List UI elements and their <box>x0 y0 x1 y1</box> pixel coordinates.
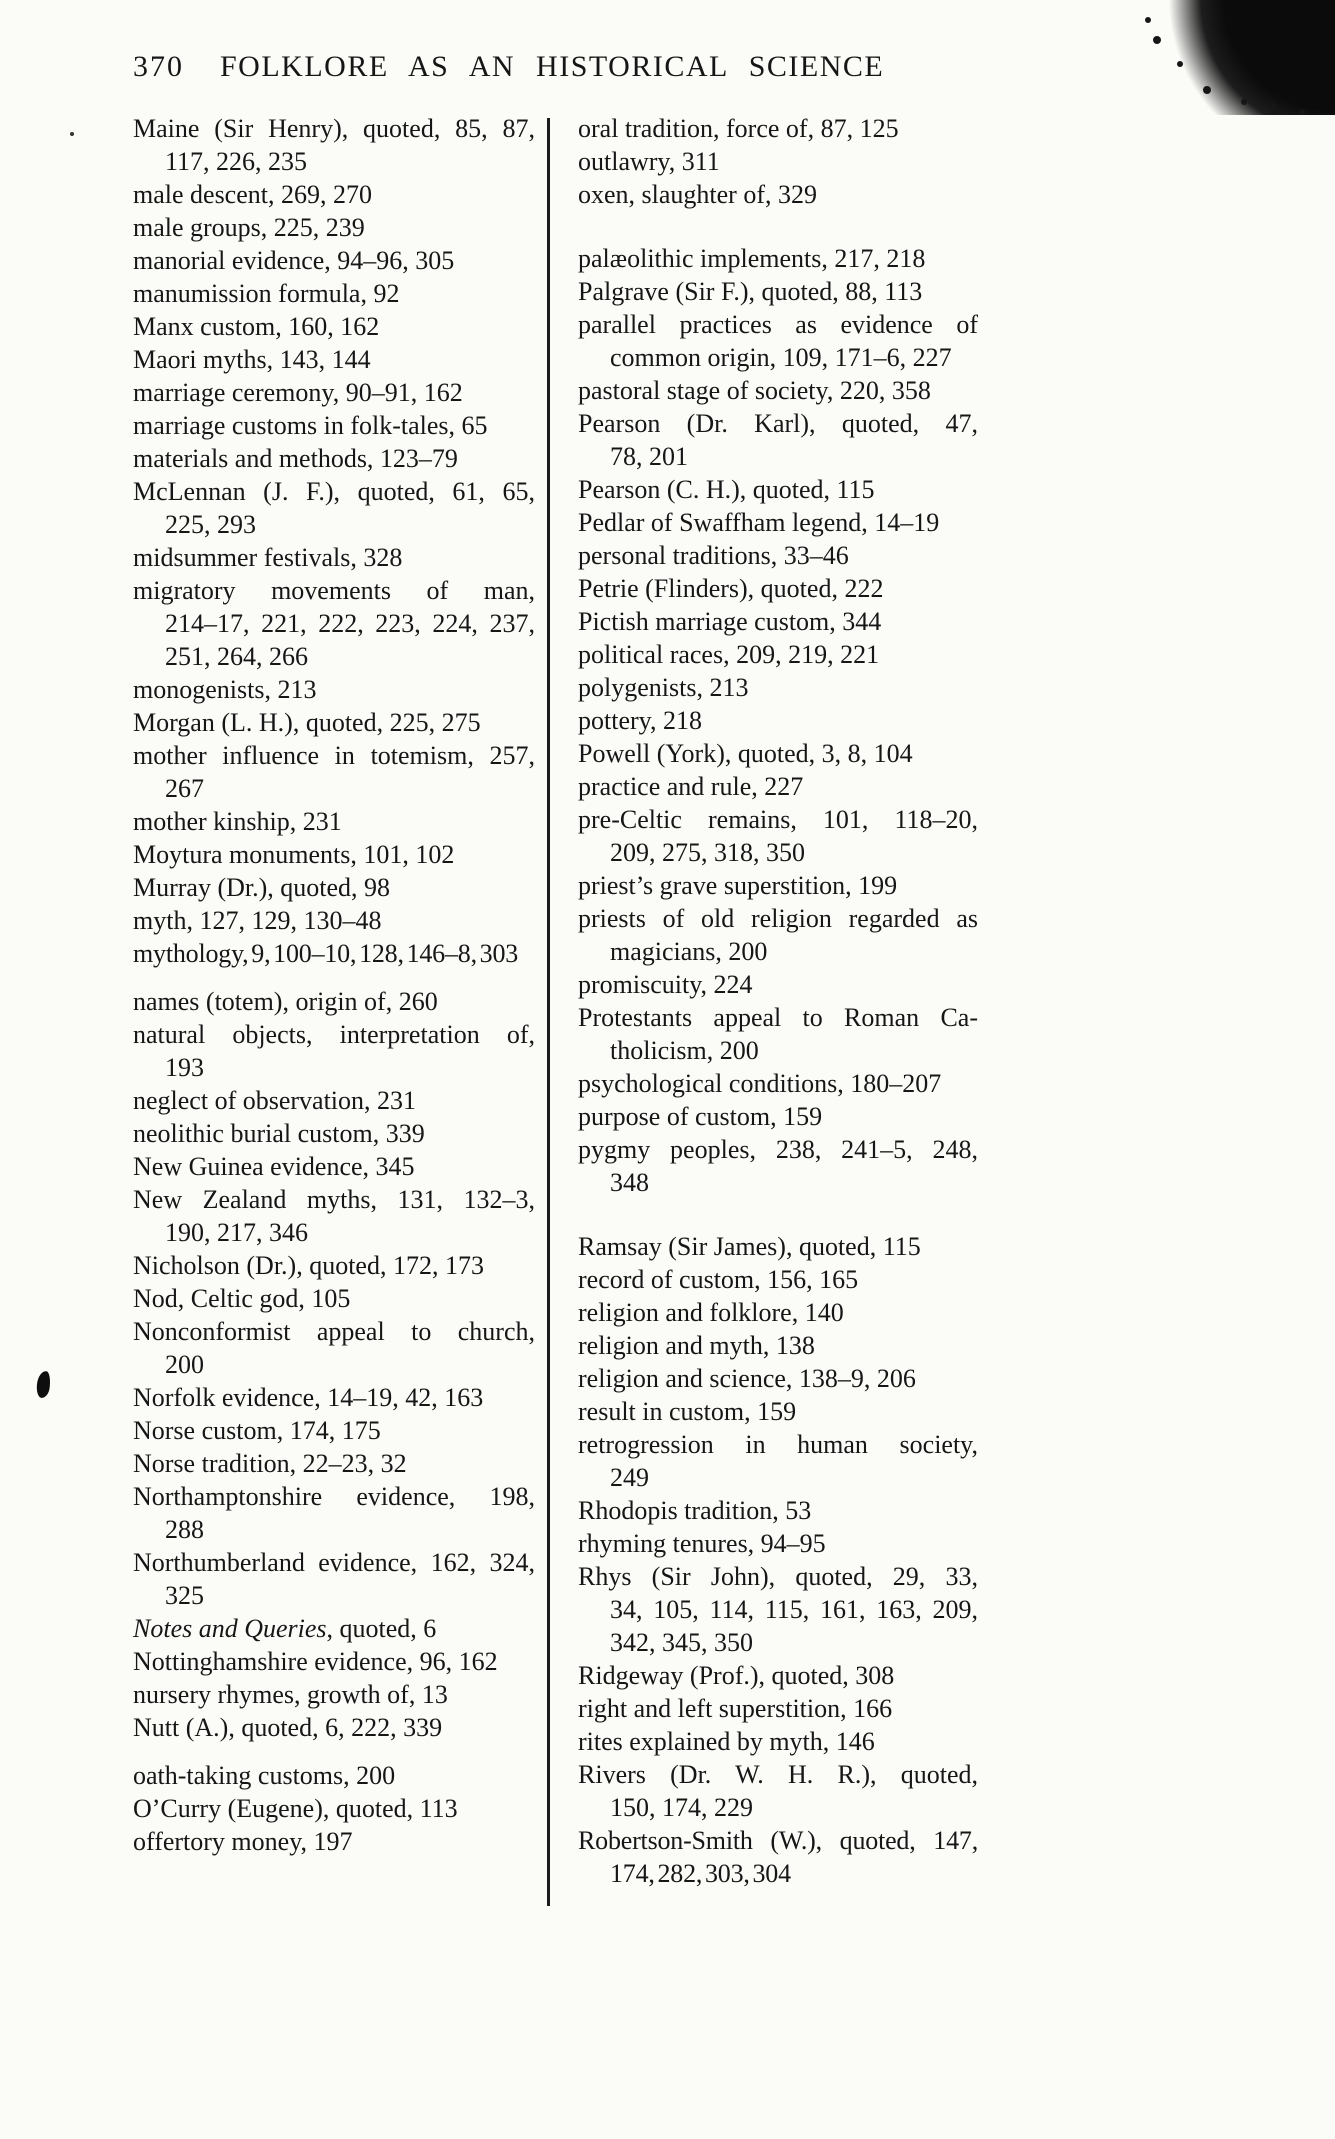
index-entry <box>133 1183 535 1249</box>
index-entry-line: Rhodopis tradition, 53 <box>578 1496 812 1525</box>
index-entry-line: Ridgeway (Prof.), quoted, 308 <box>578 1661 895 1690</box>
index-entry-line: Norse tradition, 22–23, 32 <box>133 1449 407 1478</box>
index-column-right <box>578 112 978 1890</box>
scan-artifact-margin-mark <box>35 1370 51 1398</box>
index-entry-line: mother kinship, 231 <box>133 807 342 836</box>
index-entry-line: O’Curry (Eugene), quoted, 113 <box>133 1794 458 1823</box>
index-entry <box>578 506 978 539</box>
index-entry-line: 209, 275, 318, 350 <box>610 838 805 867</box>
scan-artifact-corner <box>1135 0 1335 115</box>
index-entry-line: 200 <box>165 1350 204 1379</box>
index-entry-line: Pictish marriage custom, 344 <box>578 607 882 636</box>
index-entry-line: 225, 293 <box>165 510 256 539</box>
column-divider-rule <box>547 118 550 1906</box>
index-entry-line: tholicism, 200 <box>610 1036 759 1065</box>
index-entry <box>578 1428 978 1494</box>
index-entry <box>578 145 978 178</box>
index-entry <box>133 1414 535 1447</box>
index-entry <box>133 112 535 178</box>
index-entry <box>133 1282 535 1315</box>
index-entry <box>133 1645 535 1678</box>
index-entry <box>578 1527 978 1560</box>
index-entry-line: 193 <box>165 1053 204 1082</box>
index-entry-line: polygenists, 213 <box>578 673 749 702</box>
index-entry <box>578 1692 978 1725</box>
index-entry <box>578 1133 978 1199</box>
index-entry-line: Protestants appeal to Roman Ca- <box>578 1003 978 1032</box>
index-entry-line: pygmy peoples, 238, 241–5, 248, <box>578 1135 978 1164</box>
index-entry-line: names (totem), origin of, 260 <box>133 987 438 1016</box>
index-entry-line: mother influence in totemism, 257, <box>133 741 535 770</box>
index-entry-line: 251, 264, 266 <box>165 642 308 671</box>
index-entry <box>133 574 535 673</box>
index-entry-line: rhyming tenures, 94–95 <box>578 1529 826 1558</box>
scan-artifact-speckles <box>0 0 4 4</box>
index-entry-line: personal traditions, 33–46 <box>578 541 849 570</box>
index-entry-line: palæolithic implements, 217, 218 <box>578 244 926 273</box>
index-column-left <box>133 112 535 1858</box>
index-entry <box>578 242 978 275</box>
index-entry <box>578 1560 978 1659</box>
index-entry-line: priests of old religion regarded as <box>578 904 978 933</box>
index-entry-line: common origin, 109, 171–6, 227 <box>610 343 952 372</box>
index-entry-line: nursery rhymes, growth of, 13 <box>133 1680 448 1709</box>
index-entry <box>578 1725 978 1758</box>
index-entry <box>133 673 535 706</box>
index-entry <box>578 1230 978 1263</box>
index-entry <box>133 706 535 739</box>
index-entry-line: mythology, 9, 100–10, 128, 146–8, 303 <box>133 939 519 968</box>
index-entry-line: neglect of observation, 231 <box>133 1086 417 1115</box>
index-entry <box>133 1249 535 1282</box>
running-header <box>133 50 884 84</box>
index-entry <box>133 739 535 805</box>
index-entry-line: promiscuity, 224 <box>578 970 753 999</box>
index-entry-line: Manx custom, 160, 162 <box>133 312 380 341</box>
index-entry-line: 249 <box>610 1463 649 1492</box>
index-entry <box>133 1480 535 1546</box>
index-entry <box>133 1447 535 1480</box>
index-entry <box>133 277 535 310</box>
index-entry-line: Northumberland evidence, 162, 324, <box>133 1548 535 1577</box>
index-entry <box>578 178 978 211</box>
index-entry-line: oral tradition, force of, 87, 125 <box>578 114 899 143</box>
index-entry-line: pastoral stage of society, 220, 358 <box>578 376 931 405</box>
index-entry-line: marriage ceremony, 90–91, 162 <box>133 378 463 407</box>
index-entry <box>578 572 978 605</box>
index-entry-line: 288 <box>165 1515 204 1544</box>
index-entry <box>133 871 535 904</box>
index-entry <box>133 376 535 409</box>
index-entry <box>578 539 978 572</box>
index-entry-line: Maori myths, 143, 144 <box>133 345 371 374</box>
index-entry <box>133 904 535 937</box>
index-entry <box>133 211 535 244</box>
index-entry <box>133 409 535 442</box>
index-entry-line: McLennan (J. F.), quoted, 61, 65, <box>133 477 535 506</box>
index-entry-line: psychological conditions, 180–207 <box>578 1069 942 1098</box>
index-entry-line: Murray (Dr.), quoted, 98 <box>133 873 391 902</box>
index-entry <box>133 1381 535 1414</box>
index-entry <box>133 178 535 211</box>
index-entry-line: Norse custom, 174, 175 <box>133 1416 381 1445</box>
index-entry <box>133 541 535 574</box>
index-entry-line: Pearson (C. H.), quoted, 115 <box>578 475 875 504</box>
index-entry-line: Northamptonshire evidence, 198, <box>133 1482 535 1511</box>
index-entry <box>133 1084 535 1117</box>
index-entry-line: 78, 201 <box>610 442 688 471</box>
index-entry <box>133 343 535 376</box>
index-entry <box>578 671 978 704</box>
index-entry <box>578 374 978 407</box>
index-entry-line: Pearson (Dr. Karl), quoted, 47, <box>578 409 978 438</box>
index-entry <box>578 704 978 737</box>
index-entry <box>133 1711 535 1744</box>
index-entry-line: Maine (Sir Henry), quoted, 85, 87, <box>133 114 535 143</box>
page-number: 370 <box>133 50 184 83</box>
index-entry-line: political races, 209, 219, 221 <box>578 640 880 669</box>
index-entry <box>578 638 978 671</box>
index-entry-line: religion and science, 138–9, 206 <box>578 1364 916 1393</box>
index-entry <box>578 1362 978 1395</box>
index-entry-line: Powell (York), quoted, 3, 8, 104 <box>578 739 913 768</box>
index-entry <box>578 1758 978 1824</box>
index-entry <box>578 605 978 638</box>
index-entry-line: Morgan (L. H.), quoted, 225, 275 <box>133 708 481 737</box>
index-entry <box>578 308 978 374</box>
index-entry <box>578 902 978 968</box>
index-entry <box>578 1263 978 1296</box>
index-entry-line: parallel practices as evidence of <box>578 310 978 339</box>
index-entry-line: 174, 282, 303, 304 <box>610 1859 791 1888</box>
index-entry-line: 342, 345, 350 <box>610 1628 753 1657</box>
index-entry-line: 117, 226, 235 <box>165 147 308 176</box>
index-entry-line: monogenists, 213 <box>133 675 317 704</box>
index-entry <box>578 869 978 902</box>
index-entry-line: offertory money, 197 <box>133 1827 353 1856</box>
index-entry-line: manorial evidence, 94–96, 305 <box>133 246 455 275</box>
index-entry-line: practice and rule, 227 <box>578 772 804 801</box>
index-entry <box>133 1825 535 1858</box>
index-entry <box>578 1395 978 1428</box>
index-entry-line: male descent, 269, 270 <box>133 180 372 209</box>
index-entry-line: Palgrave (Sir F.), quoted, 88, 113 <box>578 277 923 306</box>
index-entry <box>133 805 535 838</box>
index-entry-line: 214–17, 221, 222, 223, 224, 237, <box>165 609 535 638</box>
index-entry-line: 34, 105, 114, 115, 161, 163, 209, <box>610 1595 978 1624</box>
page-title: FOLKLORE AS AN HISTORICAL SCIENCE <box>220 50 885 83</box>
index-entry-line: New Guinea evidence, 345 <box>133 1152 415 1181</box>
index-entry <box>578 1659 978 1692</box>
index-entry-line: result in custom, 159 <box>578 1397 797 1426</box>
index-entry-line: rites explained by myth, 146 <box>578 1727 875 1756</box>
index-entry-line: retrogression in human society, <box>578 1430 978 1459</box>
index-entry-line: Nutt (A.), quoted, 6, 222, 339 <box>133 1713 443 1742</box>
index-entry-line: Nod, Celtic god, 105 <box>133 1284 351 1313</box>
index-entry-line: marriage customs in folk-tales, 65 <box>133 411 488 440</box>
index-entry-line: myth, 127, 129, 130–48 <box>133 906 382 935</box>
index-entry <box>133 1018 535 1084</box>
index-entry <box>133 1150 535 1183</box>
index-entry-line: Notes and Queries, quoted, 6 <box>133 1614 437 1643</box>
index-entry <box>133 1612 535 1645</box>
index-entry <box>133 1117 535 1150</box>
index-entry-line: record of custom, 156, 165 <box>578 1265 859 1294</box>
index-entry <box>578 968 978 1001</box>
index-entry <box>133 310 535 343</box>
index-entry-line: 150, 174, 229 <box>610 1793 753 1822</box>
index-entry-line: manumission formula, 92 <box>133 279 400 308</box>
index-entry <box>133 1315 535 1381</box>
index-entry-line: male groups, 225, 239 <box>133 213 365 242</box>
index-entry <box>578 1100 978 1133</box>
index-entry <box>578 1494 978 1527</box>
index-entry-line: materials and methods, 123–79 <box>133 444 458 473</box>
index-entry-line: pottery, 218 <box>578 706 702 735</box>
index-entry-line: 348 <box>610 1168 649 1197</box>
index-entry <box>133 1792 535 1825</box>
index-entry-line: Nonconformist appeal to church, <box>133 1317 535 1346</box>
index-entry-line: religion and folklore, 140 <box>578 1298 844 1327</box>
italic-work-title: Notes and Queries <box>133 1614 327 1643</box>
index-entry-line: natural objects, interpretation of, <box>133 1020 535 1049</box>
index-entry <box>578 407 978 473</box>
index-entry-line: Nottinghamshire evidence, 96, 162 <box>133 1647 498 1676</box>
index-entry <box>578 473 978 506</box>
index-entry <box>133 244 535 277</box>
index-entry-line: Rhys (Sir John), quoted, 29, 33, <box>578 1562 978 1591</box>
index-entry-line: Robertson-Smith (W.), quoted, 147, <box>578 1826 978 1855</box>
index-entry <box>133 1678 535 1711</box>
index-entry <box>578 770 978 803</box>
index-entry-line: oath-taking customs, 200 <box>133 1761 396 1790</box>
index-entry <box>133 985 535 1018</box>
index-entry-line: priest’s grave superstition, 199 <box>578 871 898 900</box>
index-entry <box>133 475 535 541</box>
index-entry-line: Petrie (Flinders), quoted, 222 <box>578 574 884 603</box>
index-entry <box>578 275 978 308</box>
scan-artifact-dot <box>70 132 74 136</box>
index-entry-line: oxen, slaughter of, 329 <box>578 180 818 209</box>
index-entry-line: Nicholson (Dr.), quoted, 172, 173 <box>133 1251 484 1280</box>
index-entry-line: Ramsay (Sir James), quoted, 115 <box>578 1232 921 1261</box>
index-entry-line: Rivers (Dr. W. H. R.), quoted, <box>578 1760 978 1789</box>
index-entry-line: migratory movements of man, <box>133 576 535 605</box>
index-entry-line: 190, 217, 346 <box>165 1218 308 1247</box>
index-entry-line: purpose of custom, 159 <box>578 1102 823 1131</box>
index-entry <box>578 1067 978 1100</box>
index-entry-line: magicians, 200 <box>610 937 768 966</box>
index-entry <box>133 442 535 475</box>
index-entry-line: 267 <box>165 774 204 803</box>
index-entry-line: right and left superstition, 166 <box>578 1694 893 1723</box>
index-entry <box>578 1824 978 1890</box>
index-entry-line: neolithic burial custom, 339 <box>133 1119 425 1148</box>
index-entry <box>133 838 535 871</box>
index-entry-line: midsummer festivals, 328 <box>133 543 403 572</box>
index-entry <box>578 112 978 145</box>
index-entry-line: outlawry, 311 <box>578 147 720 176</box>
index-entry <box>133 937 535 970</box>
index-entry <box>133 1759 535 1792</box>
index-entry <box>578 1296 978 1329</box>
index-entry <box>133 1546 535 1612</box>
index-entry-line: religion and myth, 138 <box>578 1331 815 1360</box>
index-entry <box>578 803 978 869</box>
index-entry-line: Pedlar of Swaffham legend, 14–19 <box>578 508 940 537</box>
index-entry-line: New Zealand myths, 131, 132–3, <box>133 1185 535 1214</box>
index-entry-line: 325 <box>165 1581 204 1610</box>
index-entry-line: Norfolk evidence, 14–19, 42, 163 <box>133 1383 484 1412</box>
index-entry <box>578 1329 978 1362</box>
index-entry <box>578 737 978 770</box>
index-entry-line: pre-Celtic remains, 101, 118–20, <box>578 805 978 834</box>
index-entry <box>578 1001 978 1067</box>
index-entry-line: Moytura monuments, 101, 102 <box>133 840 455 869</box>
